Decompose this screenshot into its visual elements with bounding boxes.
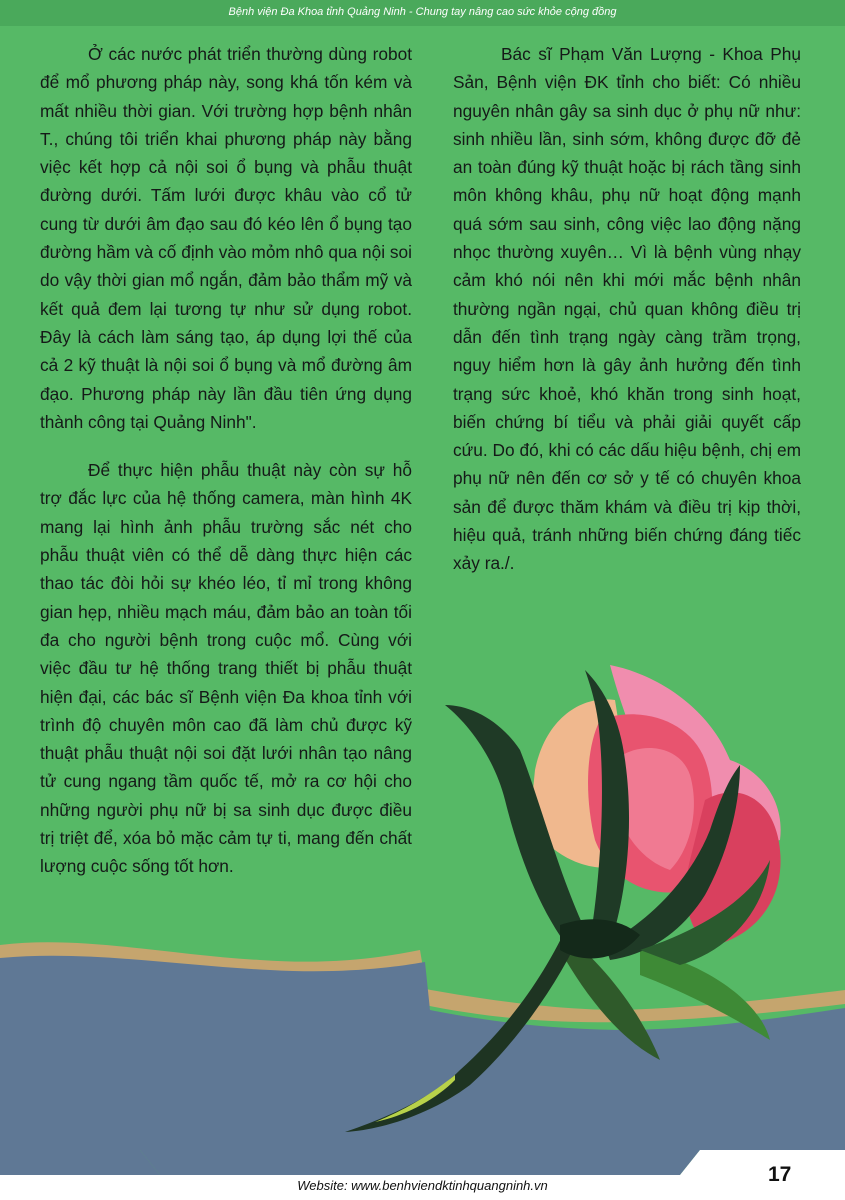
footer-website[interactable]: Website: www.benhviendktinhquangninh.vn (297, 1178, 548, 1193)
right-paragraph-1: Bác sĩ Phạm Văn Lượng - Khoa Phụ Sản, Bệnh viện ĐK tỉnh cho biết: Có nhiều nguyên nhân gây sa sinh dục ở phụ nữ như: sinh nhiều lần, sinh sớm, không được đỡ đẻ an toàn đúng kỹ thuật hoặc bị rách tầng sinh môn không khâu, phụ nữ hoạt động mạnh quá sớm sau sinh, công việc lao động nặng nhọc thường xuyên… Vì là bệnh vùng nhạy cảm khó nói nên khi mới mắc bệnh nhân thường ngần ngại, chủ quan không điều trị dẫn đến tình trạng ngày càng trầm trọng, nguy hiểm hơn là gây ảnh hưởng đến tình trạng sức khoẻ, khó khăn trong sinh hoạt, biến chứng bí tiểu và phải giải quyết cấp cứu. Do đó, khi có các dấu hiệu bệnh, chị em phụ nữ nên đến cơ sở y tế có chuyên khoa sản để được thăm khám và điều trị kịp thời, hiệu quả, tránh những biến chứng đáng tiếc xảy ra./. (453, 44, 801, 574)
footer-white-right (680, 1150, 845, 1175)
header-tagline: Bệnh viện Đa Khoa tỉnh Quảng Ninh - Chung tay nâng cao sức khỏe cộng đồng (228, 6, 617, 18)
left-paragraph-2: Để thực hiện phẫu thuật này còn sự hỗ trợ đắc lực của hệ thống camera, màn hình 4K mang lại hình ảnh phẫu trường sắc nét cho phẫu thuật viên có thể dễ dàng thực hiện các thao tác đòi hỏi sự khéo léo, tỉ mỉ trong không gian hẹp, nhiều mạch máu, đảm bảo an toàn tối đa cho người bệnh trong cuộc mổ. Cùng với việc đầu tư hệ thống trang thiết bị phẫu thuật hiện đại, các bác sĩ Bệnh viện Đa khoa tỉnh với trình độ chuyên môn cao đã làm chủ được kỹ thuật phẫu thuật nội soi đặt lưới nhân tạo nâng tử cung ngang tầm quốc tế, mở ra cơ hội cho những người phụ nữ bị sa sinh dục được điều trị triệt để, xóa bỏ mặc cảm tự ti, mang đến chất lượng cuộc sống tốt hơn. (40, 460, 412, 877)
left-paragraph-1: Ở các nước phát triển thường dùng robot để mổ phương pháp này, song khá tốn kém và mất nhiều thời gian. Với trường hợp bệnh nhân T., chúng tôi triển khai phương pháp này bằng việc kết hợp cả nội soi ổ bụng và phẫu thuật đường dưới. Tấm lưới được khâu vào cổ tử cung từ dưới âm đạo sau đó kéo lên ổ bụng tạo đường hầm và cố định vào mỏm nhô qua nội soi do vậy thời gian mổ ngắn, đảm bảo thẩm mỹ và kết quả đem lại tương tự như sử dụng robot. Đây là cách làm sáng tạo, áp dụng lợi thế của cả 2 kỹ thuật là nội soi ổ bụng và mổ đường âm đạo. Phương pháp này lần đầu tiên ứng dụng thành công tại Quảng Ninh". (40, 44, 412, 432)
page-number: 17 (768, 1163, 792, 1186)
right-column (453, 40, 801, 598)
left-column (40, 40, 412, 901)
footer-bar (0, 1150, 160, 1175)
